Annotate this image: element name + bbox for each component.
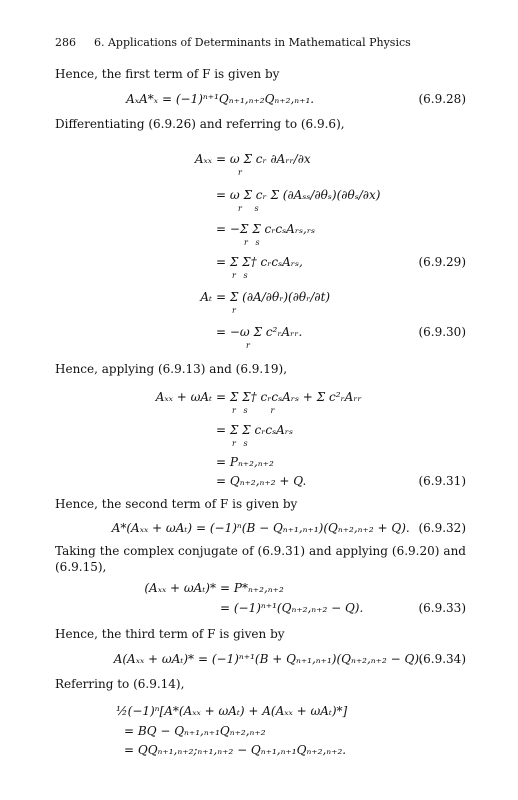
eq-rhs: = −Σ Σ cᵣcₛAᵣₛ,ᵣₛ [216,222,316,236]
eq-rhs: = Σ Σ† cᵣcₛAᵣₛ, [216,255,303,269]
prose-paragraph: Taking the complex conjugate of (6.9.31) and applying (6.9.20) and (6.9.15), [55,544,466,574]
eq-rhs: ½(−1)ⁿ[A*(Aₓₓ + ωAₜ) + A(Aₓₓ + ωAₜ)*] [116,704,348,718]
eq-lhs: Aₓₓ + ωAₜ [155,390,212,404]
prose-text: Hence, the third term of F is given by [55,627,285,641]
prose-text: Hence, the first term of F is given by [55,67,280,81]
prose-text: Referring to (6.9.14), [55,677,185,691]
eq-rhs: = QQₙ₊₁,ₙ₊₂;ₙ₊₁,ₙ₊₂ − Qₙ₊₁,ₙ₊₁Qₙ₊₂,ₙ₊₂. [124,743,347,757]
eq-lhs: (Aₓₓ + ωAₜ)* [144,581,216,595]
eq-number: (6.9.28) [418,92,466,106]
running-title: 6. Applications of Determinants in Mathematical Physics [94,36,411,49]
sum-index: r s [232,271,248,280]
prose-text: Hence, the second term of F is given by [55,497,298,511]
sum-index: r s r [232,406,275,415]
sum-index: r [238,168,242,177]
eq-rhs: = −ω Σ c²ᵣAᵣᵣ. [216,325,303,339]
eq-rhs: = Σ Σ cᵣcₛAᵣₛ [216,423,293,437]
eq-rhs: = P*ₙ₊₂,ₙ₊₂ [220,581,284,595]
eq-lhs: A(Aₓₓ + ωAₜ)* [113,652,194,666]
eq-lhs: AₓA*ₓ [126,92,158,106]
eq-rhs: = Σ (∂A/∂θᵣ)(∂θᵣ/∂t) [216,290,331,304]
eq-number: (6.9.30) [418,325,466,339]
eq-rhs: = (−1)ⁿ⁺¹(Qₙ₊₂,ₙ₊₂ − Q). [220,601,364,615]
sum-index: r s [238,204,259,213]
eq-rhs: = Qₙ₊₂,ₙ₊₂ + Q. [216,474,307,488]
eq-rhs: = Pₙ₊₂,ₙ₊₂ [216,455,274,469]
eq-lhs: Aₜ [200,290,212,304]
prose-text: Hence, applying (6.9.13) and (6.9.19), [55,362,288,376]
sum-index: r s [244,238,260,247]
sum-index: r [232,306,236,315]
eq-lhs: A*(Aₓₓ + ωAₜ) [111,521,192,535]
eq-rhs: = ω Σ cᵣ ∂Aᵣᵣ/∂x [216,152,311,166]
eq-rhs: = Σ Σ† cᵣcₛAᵣₛ + Σ c²ᵣAᵣᵣ [216,390,362,404]
eq-number: (6.9.31) [418,474,466,488]
eq-rhs: = (−1)ⁿ⁺¹(B + Qₙ₊₁,ₙ₊₁)(Qₙ₊₂,ₙ₊₂ − Q). [198,652,423,666]
eq-number: (6.9.32) [418,521,466,535]
eq-lhs: Aₓₓ [194,152,212,166]
eq-rhs: = BQ − Qₙ₊₁,ₙ₊₁Qₙ₊₂,ₙ₊₂ [124,724,266,738]
eq-number: (6.9.34) [418,652,466,666]
sum-index: r s [232,439,248,448]
eq-rhs: = ω Σ cᵣ Σ (∂Aₛₛ/∂θₛ)(∂θₛ/∂x) [216,188,381,202]
prose-text: Differentiating (6.9.26) and referring to (6.9.6), [55,117,345,131]
page-number: 286 [55,36,76,49]
eq-number: (6.9.33) [418,601,466,615]
eq-rhs: = (−1)ⁿ(B − Qₙ₊₁,ₙ₊₁)(Qₙ₊₂,ₙ₊₂ + Q). [196,521,410,535]
eq-rhs: = (−1)ⁿ⁺¹Qₙ₊₁,ₙ₊₂Qₙ₊₂,ₙ₊₁. [162,92,315,106]
sum-index: r [246,341,250,350]
eq-number: (6.9.29) [418,255,466,269]
